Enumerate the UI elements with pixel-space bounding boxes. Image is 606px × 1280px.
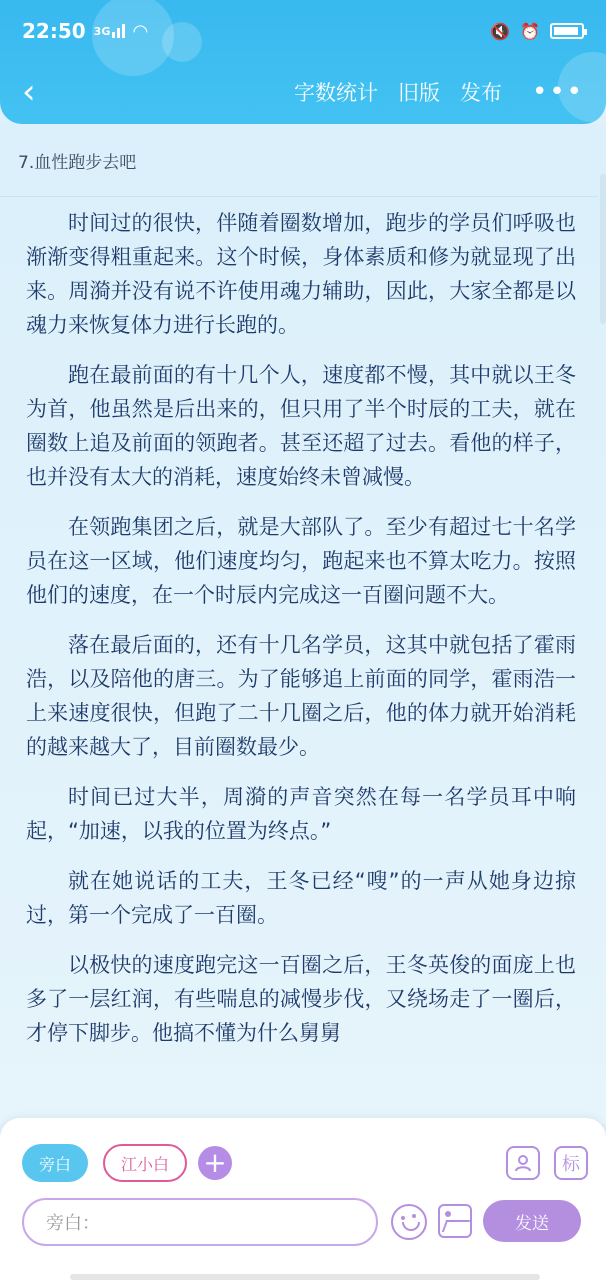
mute-icon: 🔇: [490, 21, 511, 41]
divider: [0, 196, 598, 197]
input-placeholder: 旁白：: [46, 1213, 100, 1234]
paragraph: 时间过的很快，伴随着圈数增加，跑步的学员们呼吸也渐渐变得粗重起来。这个时候，身体素质和修为就显现了出来。周漪并没有说不许使用魂力辅助，因此，大家全都是以魂力来恢复体力进行长跑的。: [26, 211, 576, 337]
add-role-button[interactable]: [198, 1146, 232, 1180]
chevron-left-icon: ‹: [22, 72, 36, 112]
editor-content[interactable]: [0, 124, 606, 1124]
battery-icon: [550, 23, 584, 39]
paragraph: 就在她说话的工夫，王冬已经“嗖”的一声从她身边掠过，第一个完成了一百圈。: [26, 869, 576, 927]
send-button[interactable]: 发送: [483, 1200, 581, 1242]
status-time: 22:50: [22, 19, 86, 43]
role-chip[interactable]: 江小白: [103, 1144, 187, 1182]
smile-icon[interactable]: [391, 1204, 427, 1240]
paragraph: 跑在最前面的有十几个人，速度都不慢，其中就以王冬为首，他虽然是后出来的，但只用了半个时辰的工夫，就在圈数上追及前面的领跑者。甚至还超了过去。看他的样子，也并没有太大的消耗，速度始终未曾减慢。: [26, 363, 576, 489]
message-input[interactable]: [22, 1198, 378, 1246]
user-card-icon[interactable]: [506, 1146, 540, 1180]
publish-button[interactable]: 发布: [459, 81, 502, 105]
smile-icon-eye: [412, 1214, 416, 1218]
compose-panel: [0, 1118, 606, 1280]
image-icon[interactable]: [438, 1204, 472, 1238]
signal-label: 3G: [93, 25, 111, 38]
chapter-body[interactable]: [26, 206, 576, 1066]
status-bar: [0, 0, 606, 62]
word-count-button[interactable]: 字数统计: [293, 81, 378, 105]
nav-bar: [0, 62, 606, 122]
chapter-title[interactable]: 7.血性跑步去吧: [18, 153, 137, 173]
old-version-button[interactable]: 旧版: [397, 81, 440, 105]
paragraph: 时间已过大半，周漪的声音突然在每一名学员耳中响起，“加速，以我的位置为终点。”: [26, 785, 576, 843]
top-bar: [0, 0, 606, 124]
home-indicator: [70, 1274, 540, 1280]
paragraph: 在领跑集团之后，就是大部队了。至少有超过七十名学员在这一区域，他们速度均匀，跑起来也不算太吃力。按照他们的速度，在一个时辰内完成这一百圈问题不大。: [26, 515, 576, 607]
back-button[interactable]: [22, 72, 62, 112]
plus-icon: +: [203, 1146, 227, 1179]
alarm-icon: ⏰: [520, 21, 540, 41]
more-icon[interactable]: •••: [531, 77, 584, 107]
narration-chip[interactable]: 旁白: [22, 1144, 88, 1182]
scrollbar[interactable]: [600, 174, 606, 324]
tag-button[interactable]: 标: [554, 1146, 588, 1180]
signal-icon: [94, 24, 126, 38]
wifi-icon: ◠: [133, 20, 148, 42]
paragraph: 以极快的速度跑完这一百圈之后，王冬英俊的面庞上也多了一层红润，有些喘息的减慢步伐，又绕场走了一圈后，才停下脚步。他搞不懂为什么舅舅: [26, 953, 576, 1045]
user-card-icon-graphic: [512, 1152, 534, 1174]
paragraph: 落在最后面的，还有十几名学员，这其中就包括了霍雨浩，以及陪他的唐三。为了能够追上前面的同学，霍雨浩一上来速度很快，但跑了二十几圈之后，他的体力就开始消耗的越来越大了，目前圈数最少。: [26, 633, 576, 759]
